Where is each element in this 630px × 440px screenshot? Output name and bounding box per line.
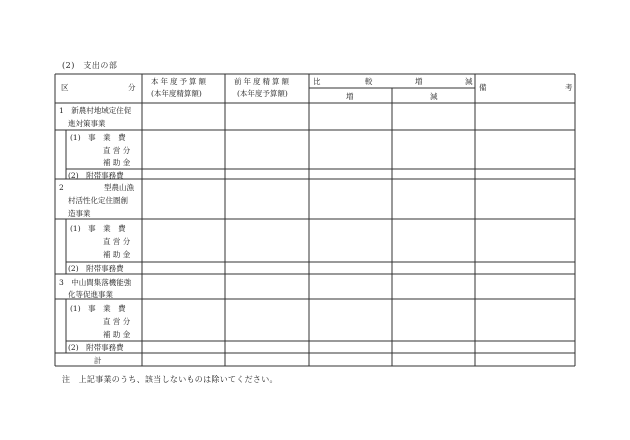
header-compare-3: 増 (415, 77, 423, 86)
header-decrease: 減 (430, 92, 438, 101)
footnote: 注 上記事業のうち、該当しないものは除いてください。 (62, 375, 278, 384)
header-compare-2: 較 (365, 77, 373, 86)
group-1-project-cost: (1) 事 業 費 (70, 133, 126, 142)
header-category-right: 分 (128, 83, 136, 92)
group-2-direct: 直 営 分 (103, 237, 131, 246)
group-3-direct: 直 営 分 (103, 317, 131, 326)
group-2-number: 2 (59, 183, 64, 192)
header-category-left: 区 (61, 83, 69, 92)
section-title: (2) 支出の部 (62, 61, 118, 70)
group-2-title-line3: 造事業 (68, 209, 91, 218)
header-remarks-right: 考 (565, 83, 573, 92)
group-2-subsidy: 補 助 金 (103, 250, 131, 259)
header-compare-1: 比 (313, 77, 321, 86)
group-3-title-line1: 3 中山間集落機能強 (59, 278, 132, 287)
group-2-admin: (2) 附帯事務費 (68, 264, 124, 273)
group-2-project-cost: (1) 事 業 費 (70, 224, 126, 233)
group-3-admin: (2) 附帯事務費 (68, 343, 124, 352)
group-1-title-line1: 1 新農村地域定住促 (59, 106, 132, 115)
header-increase: 増 (346, 92, 354, 101)
group-1-title-line2: 進対策事業 (68, 119, 106, 128)
header-prior-settlement-sub: (本年度予算額) (237, 89, 288, 98)
header-remarks-left: 備 (479, 83, 487, 92)
header-current-budget: 本年度予算額 (151, 77, 208, 86)
group-3-subsidy: 補 助 金 (103, 330, 131, 339)
group-2-title-line1: 型農山漁 (104, 183, 134, 192)
header-compare-4: 減 (465, 77, 473, 86)
group-2-title-line2: 村活性化定住圏創 (68, 196, 128, 205)
header-current-budget-sub: (本年度精算額) (151, 89, 202, 98)
group-3-title-line2: 化等促進事業 (68, 290, 113, 299)
header-prior-settlement: 前年度精算額 (234, 77, 291, 86)
group-1-admin: (2) 附帯事務費 (68, 171, 124, 180)
group-3-project-cost: (1) 事 業 費 (70, 304, 126, 313)
group-1-direct: 直 営 分 (103, 146, 131, 155)
group-1-subsidy: 補 助 金 (103, 158, 131, 167)
total-label: 計 (94, 356, 102, 365)
